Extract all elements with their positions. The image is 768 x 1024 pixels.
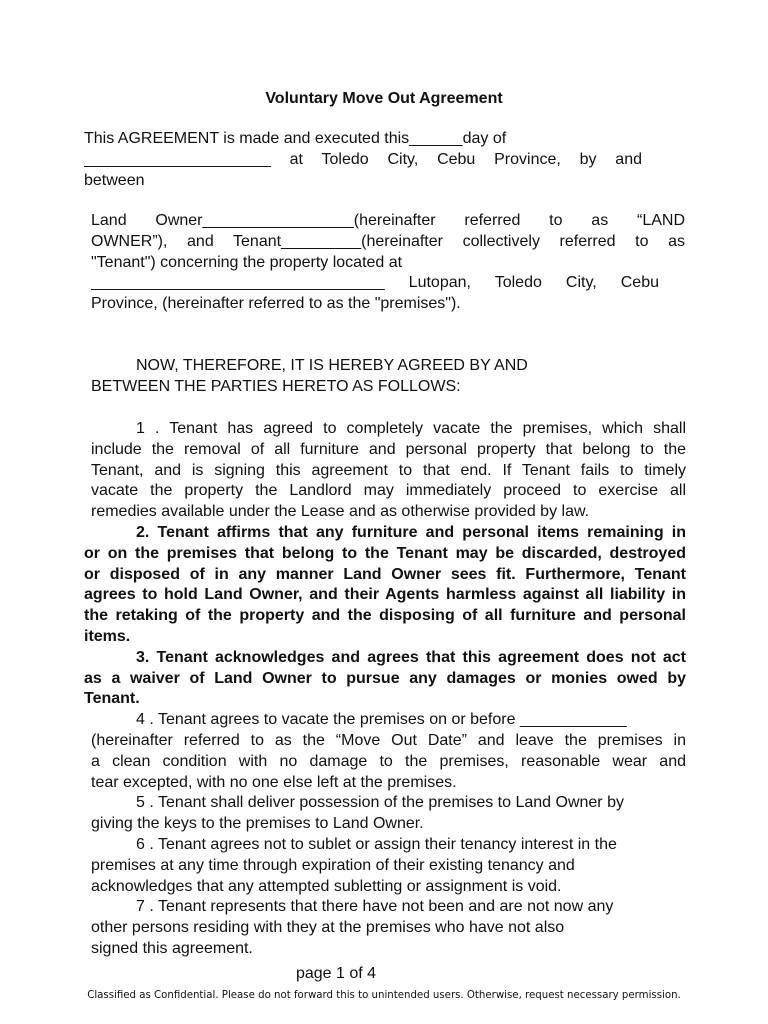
parties-line: Province, (hereinafter referred to as the "premises"). bbox=[91, 295, 461, 313]
clause-line: tear excepted, with no one else left at the premises. bbox=[91, 773, 457, 791]
clause-line: 2. Tenant affirms that any furniture and personal items remaining in bbox=[136, 523, 686, 541]
clause-2 bbox=[84, 523, 686, 648]
clause-line: vacate the property the Landlord may immediately proceed to exercise all bbox=[91, 482, 686, 500]
clause-1 bbox=[84, 419, 686, 523]
clause-line: items. bbox=[84, 627, 131, 645]
clause-line: signed this agreement. bbox=[91, 939, 253, 957]
clause-line: acknowledges that any attempted subletting or assignment is void. bbox=[91, 877, 562, 895]
intro-paragraph bbox=[84, 129, 642, 191]
now-therefore-paragraph bbox=[91, 356, 651, 398]
clause-3 bbox=[84, 648, 686, 710]
clause-line: 4 . Tenant agrees to vacate the premises on or before ____________ bbox=[136, 711, 627, 729]
clause-line: (hereinafter referred to as the “Move Out Date” and leave the premises in bbox=[91, 731, 686, 749]
parties-line: Land Owner_________________(hereinafter referred to as “LAND bbox=[91, 212, 685, 229]
clause-line: a clean condition with no damage to the premises, reasonable wear and bbox=[91, 752, 686, 770]
parties-line: OWNER”), and Tenant_________(hereinafter collectively referred to as bbox=[91, 232, 685, 250]
clause-line: or disposed of in any manner Land Owner sees fit. Furthermore, Tenant bbox=[84, 565, 686, 583]
now-therefore-line: BETWEEN THE PARTIES HERETO AS FOLLOWS: bbox=[91, 377, 461, 395]
parties-line: _________________________________ Lutopan, Toledo City, Cebu bbox=[91, 274, 659, 292]
clause-line: agrees to hold Land Owner, and their Agents harmless against all liability in bbox=[84, 586, 686, 604]
now-therefore-line: NOW, THEREFORE, IT IS HEREBY AGREED BY AND bbox=[136, 357, 528, 374]
clause-line: 7 . Tenant represents that there have not been and are not now any bbox=[136, 898, 614, 916]
clause-line: or on the premises that belong to the Tenant may be discarded, destroyed bbox=[84, 544, 686, 562]
clause-line: premises at any time through expiration of their existing tenancy and bbox=[91, 856, 575, 874]
intro-line: This AGREEMENT is made and executed this______day of bbox=[84, 130, 507, 147]
clause-line: 3. Tenant acknowledges and agrees that this agreement does not act bbox=[136, 648, 686, 666]
clauses-section bbox=[84, 419, 686, 960]
intro-line: between bbox=[84, 171, 145, 189]
clause-line: 5 . Tenant shall deliver possession of the premises to Land Owner by bbox=[136, 794, 624, 812]
parties-line: "Tenant") concerning the property located at bbox=[91, 253, 403, 271]
clause-line: include the removal of all furniture and personal property that belong to the bbox=[91, 440, 686, 458]
parties-paragraph bbox=[91, 211, 685, 315]
clause-line: other persons residing with they at the premises who have not also bbox=[91, 919, 565, 937]
clause-5 bbox=[84, 793, 686, 835]
clause-line: Tenant, and is signing this agreement to that end. If Tenant fails to timely bbox=[91, 461, 686, 479]
clause-line: giving the keys to the premises to Land Owner. bbox=[91, 815, 424, 833]
clause-line: Tenant. bbox=[84, 690, 140, 708]
clause-line: as a waiver of Land Owner to pursue any damages or monies owed by bbox=[84, 669, 686, 687]
clause-line: the retaking of the property and the disposing of all furniture and personal bbox=[84, 607, 686, 625]
clause-4 bbox=[84, 710, 686, 793]
confidentiality-footer: Classified as Confidential. Please do not forward this to unintended users. Otherwise, request necessary permission. bbox=[87, 990, 681, 1001]
clause-line: 1 . Tenant has agreed to completely vacate the premises, which shall bbox=[136, 420, 686, 437]
intro-line: _____________________ at Toledo City, Cebu Province, by and bbox=[84, 150, 642, 168]
page-number: page 1 of 4 bbox=[295, 965, 377, 982]
clause-6 bbox=[84, 835, 686, 897]
clause-line: remedies available under the Lease and as otherwise provided by law. bbox=[91, 503, 590, 521]
clause-7 bbox=[84, 897, 686, 959]
document-title: Voluntary Move Out Agreement bbox=[265, 90, 503, 107]
clause-line: 6 . Tenant agrees not to sublet or assign their tenancy interest in the bbox=[136, 835, 617, 853]
